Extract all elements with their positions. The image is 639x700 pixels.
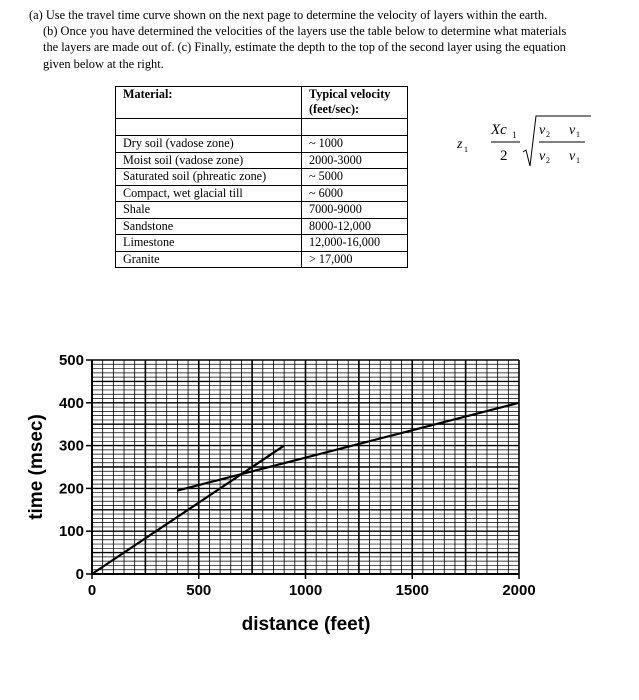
material-cell: Sandstone <box>116 218 302 235</box>
velocity-cell: 12,000-16,000 <box>302 235 408 252</box>
x-tick-label: 1500 <box>395 582 429 599</box>
travel-time-chart <box>0 340 639 700</box>
header-material: Material: <box>116 87 302 119</box>
x-tick-label: 500 <box>186 582 212 599</box>
x-tick-label: 0 <box>87 582 97 599</box>
eq-v1-top-sub: 1 <box>576 130 580 139</box>
material-cell: Shale <box>116 202 302 219</box>
question-text <box>29 7 634 72</box>
table-row <box>116 218 408 235</box>
chart-grid <box>92 360 519 574</box>
velocity-cell: 7000-9000 <box>302 202 408 219</box>
table-row <box>116 169 408 186</box>
table-spacer-row <box>116 119 408 136</box>
velocity-cell: ~ 6000 <box>302 185 408 202</box>
depth-equation <box>455 112 595 172</box>
material-cell: Limestone <box>116 235 302 252</box>
material-cell: Saturated soil (phreatic zone) <box>116 169 302 186</box>
table-row <box>116 202 408 219</box>
x-tick-label: 2000 <box>502 582 536 599</box>
eq-v1-top: v <box>569 123 576 138</box>
question-line: the layers are made out of. (c) Finally, estimate the depth to the top of the second layer using the equation <box>43 40 566 55</box>
table-row <box>116 185 408 202</box>
material-cell: Compact, wet glacial till <box>116 185 302 202</box>
question-line: given below at the right. <box>43 56 164 71</box>
question-line: (b) Once you have determined the velocities of the layers use the table below to determine what materials <box>43 24 567 39</box>
x-axis-label: distance (feet) <box>241 614 371 635</box>
eq-z-sub: 1 <box>464 145 468 154</box>
eq-denominator: 2 <box>500 148 508 164</box>
eq-z: z <box>457 137 463 152</box>
table-row <box>116 136 408 153</box>
material-cell: Moist soil (vadose zone) <box>116 152 302 169</box>
table-row <box>116 152 408 169</box>
material-cell: Dry soil (vadose zone) <box>116 136 302 153</box>
y-tick-label: 300 <box>58 437 84 455</box>
y-tick-label: 0 <box>75 566 84 583</box>
eq-v1-bottom: v <box>569 149 576 164</box>
eq-numerator: Xc <box>491 122 507 138</box>
y-tick-label: 100 <box>58 523 84 541</box>
header-velocity-line1: Typical velocity <box>309 87 391 101</box>
material-velocity-table <box>115 86 408 268</box>
eq-v2-top: v <box>539 123 546 138</box>
eq-sqrt-sign <box>523 116 591 166</box>
header-velocity <box>302 87 408 119</box>
velocity-cell: 8000-12,000 <box>302 218 408 235</box>
material-cell: Granite <box>116 251 302 268</box>
velocity-cell: 2000-3000 <box>302 152 408 169</box>
table-header-row <box>116 87 408 119</box>
x-tick-label: 1000 <box>288 582 323 599</box>
y-tick-label: 400 <box>58 394 84 412</box>
y-tick-label: 500 <box>58 352 84 369</box>
eq-v1-bottom-sub: 1 <box>576 156 580 165</box>
question-line: (a) Use the travel time curve shown on the next page to determine the velocity of layers within the earth. <box>29 8 548 22</box>
velocity-cell: > 17,000 <box>302 251 408 268</box>
y-axis-label: time (msec) <box>26 414 47 520</box>
eq-v2-bottom-sub: 2 <box>546 156 550 165</box>
table-row <box>116 251 408 268</box>
eq-v2-bottom: v <box>539 149 546 164</box>
y-tick-label: 200 <box>58 480 84 498</box>
eq-v2-top-sub: 2 <box>546 130 550 139</box>
header-velocity-line2: (feet/sec): <box>309 102 360 116</box>
velocity-cell: ~ 1000 <box>302 136 408 153</box>
eq-numerator-sub: 1 <box>512 130 517 140</box>
table-row <box>116 235 408 252</box>
velocity-cell: ~ 5000 <box>302 169 408 186</box>
